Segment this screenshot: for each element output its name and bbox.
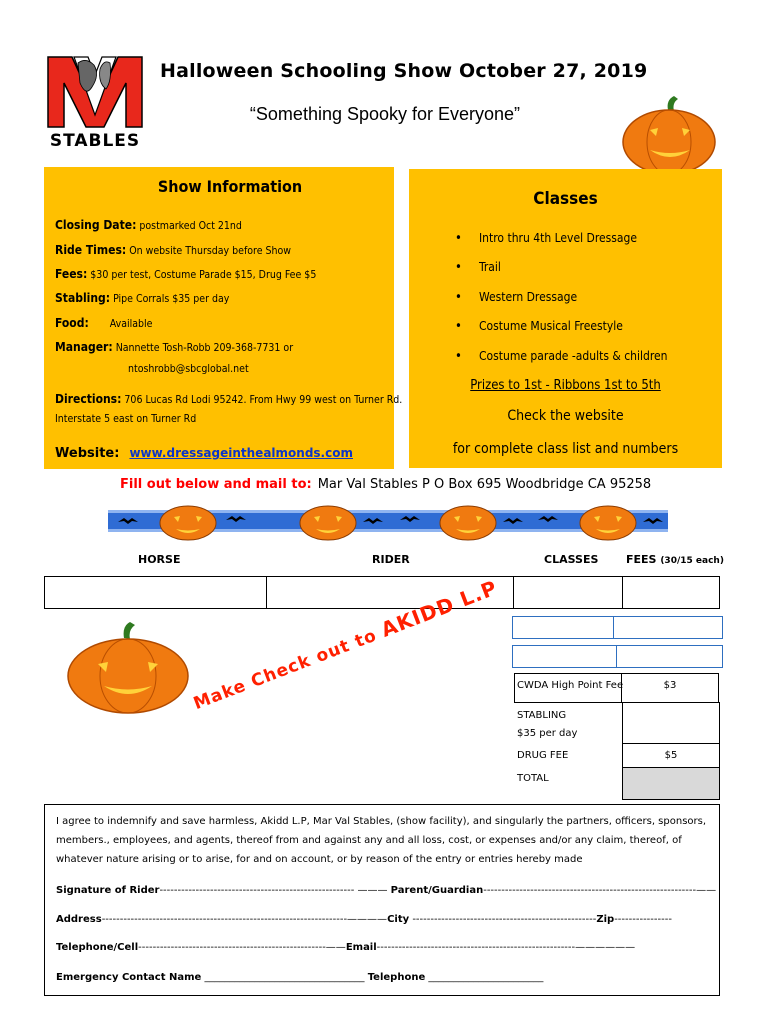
mail-address: Mar Val Stables P O Box 695 Woodbridge CA 95258 [317, 477, 652, 492]
classes-input[interactable] [513, 576, 623, 609]
class-item [455, 231, 637, 245]
website-label: Website: [55, 446, 120, 461]
class-item-text: Costume Musical Freestyle [479, 319, 623, 333]
info-label: Food: [55, 316, 89, 330]
email-label: Email [345, 942, 377, 953]
info-value: Nannette Tosh-Robb 209-368-7731 or [115, 342, 294, 354]
info-label: Stabling: [55, 291, 111, 305]
mail-prefix: Fill out below and mail to: [120, 477, 312, 492]
info-row-manager-email [128, 363, 249, 375]
website-link[interactable]: www.dressageinthealmonds.com [129, 446, 353, 460]
info-value: 706 Lucas Rd Lodi 95242. From Hwy 99 west on Turner Rd. [124, 394, 403, 406]
info-row-directions [55, 392, 402, 406]
info-row-closing [55, 218, 242, 232]
info-label: Closing Date: [55, 218, 137, 232]
classes-header: CLASSES [544, 553, 599, 566]
info-value: Interstate 5 east on Turner Rd [55, 413, 197, 425]
signature-line[interactable]: Signature of Rider------------------------------------------------------ ——— Parent/Guardian-----------------------------------------------------------—— [56, 885, 717, 896]
total-label: TOTAL [517, 773, 549, 784]
cwda-label: CWDA High Point Fee [517, 680, 624, 691]
mar-val-stables-logo [44, 55, 146, 150]
city-label: City [387, 914, 410, 925]
prizes-text: Prizes to 1st - Ribbons 1st to 5th [470, 378, 661, 393]
info-label: Ride Times: [55, 243, 127, 257]
emergency-line[interactable]: Emergency Contact Name ________________________________ Telephone _______________________ [56, 972, 544, 983]
info-value: $30 per test, Costume Parade $15, Drug Fee $5 [90, 269, 317, 281]
payee-name: AKIDD L.P [377, 575, 501, 642]
halloween-banner [108, 500, 668, 542]
mail-instructions [120, 477, 651, 492]
drug-fee-label: DRUG FEE [517, 750, 569, 761]
address-line[interactable]: Address--------------------------------------------------------------------————City ---------------------------------------------------Zip---------------- [56, 914, 672, 925]
class-item [455, 319, 623, 333]
info-row-fees [55, 267, 316, 281]
info-label: Fees: [55, 267, 88, 281]
stabling-sub: $35 per day [517, 728, 578, 739]
total-input[interactable] [622, 767, 720, 800]
fees-input[interactable] [622, 576, 720, 609]
info-value: postmarked Oct 21nd [139, 220, 242, 232]
class-item-text: Costume parade -adults & children [479, 349, 668, 363]
horse-input[interactable] [44, 576, 267, 609]
info-value: On website Thursday before Show [129, 245, 292, 257]
info-row-food [55, 316, 152, 330]
class-item-text: Western Dressage [479, 290, 578, 304]
cwda-value: $3 [663, 680, 677, 691]
class-item [455, 349, 668, 363]
fees-header-note: (30/15 each) [660, 556, 724, 566]
fees-header [626, 553, 724, 566]
info-label: Directions: [55, 392, 122, 406]
check-website-text: Check the website [507, 408, 624, 424]
signature-label: Signature of Rider [56, 885, 160, 896]
horse-header: HORSE [138, 553, 181, 566]
complete-list-text: for complete class list and numbers [452, 441, 679, 457]
telephone-email-line[interactable]: Telephone/Cell----------------------------------------------------——Email-------------------------------------------------------—————— [56, 942, 636, 953]
fees-input-2[interactable] [613, 616, 723, 639]
class-item-text: Intro thru 4th Level Dressage [479, 231, 638, 245]
classes-input-3[interactable] [512, 645, 617, 668]
info-row-directions-2 [55, 413, 196, 425]
info-value: Available [109, 318, 153, 330]
subtitle-text: “Something Spooky for Everyone” [249, 104, 521, 124]
address-label: Address [56, 914, 102, 925]
fees-input-3[interactable] [616, 645, 723, 668]
classes-input-2[interactable] [512, 616, 614, 639]
pumpkin-icon [64, 622, 192, 714]
pumpkin-icon [620, 96, 718, 176]
fees-header-label: FEES [626, 553, 657, 566]
stabling-input[interactable] [622, 702, 720, 744]
class-item-text: Trail [479, 260, 501, 274]
page-title: Halloween Schooling Show October 27, 2019 [160, 60, 648, 82]
info-row-manager [55, 340, 293, 354]
info-value: ntoshrobb@sbcglobal.net [128, 363, 249, 375]
telephone-label: Telephone [367, 972, 426, 983]
drug-fee-value: $5 [664, 750, 678, 761]
emergency-label: Emergency Contact Name [56, 972, 202, 983]
info-label: Manager: [55, 340, 113, 354]
make-check-label: Make Check out to [190, 625, 380, 714]
parent-label: Parent/Guardian [390, 885, 484, 896]
info-row-stabling [55, 291, 229, 305]
show-info-title: Show Information [157, 177, 303, 196]
agreement-text: I agree to indemnify and save harmless, Akidd L.P, Mar Val Stables, (show facility), and singularly the partners, officers, sponsors, members., employees, and agents, thereof from and against any and all loss, cost, or expenses and/or any claim, thereof, of whatever nature arising or to arise, for and on account, or by reason of the entry or entries hereby made [56, 816, 707, 865]
classes-title: Classes [533, 189, 598, 209]
logo-text: STABLES [49, 131, 141, 150]
class-item [455, 260, 501, 274]
website-row [55, 446, 353, 461]
class-item [455, 290, 577, 304]
rider-header: RIDER [372, 553, 410, 566]
telephone-cell-label: Telephone/Cell [56, 942, 139, 953]
stabling-label: STABLING [517, 710, 567, 721]
zip-label: Zip [596, 914, 615, 925]
info-row-ride-times [55, 243, 291, 257]
info-value: Pipe Corrals $35 per day [113, 293, 230, 305]
